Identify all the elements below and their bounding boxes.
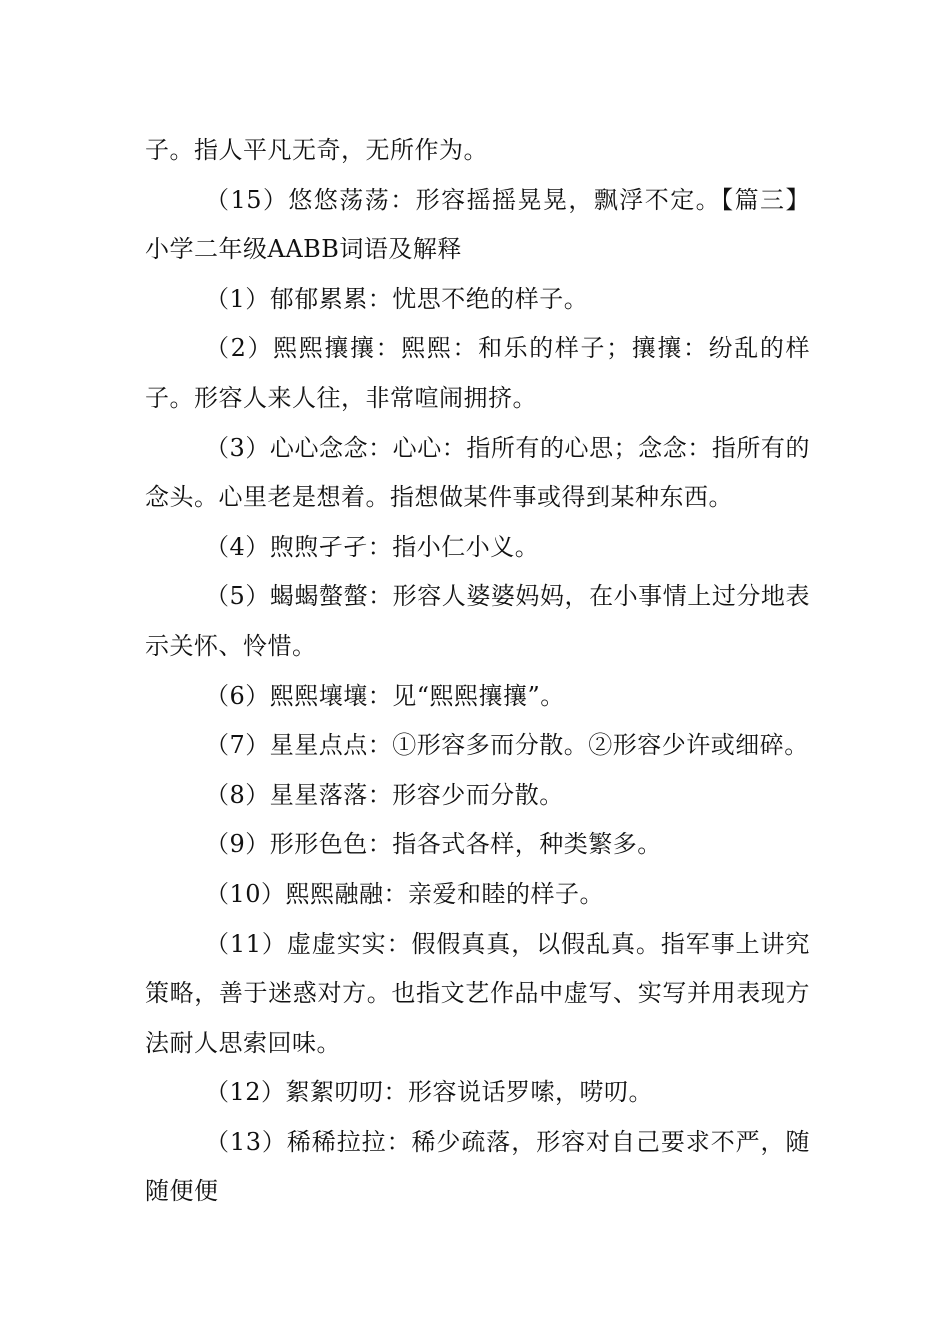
paragraph-1: 子。指人平凡无奇，无所作为。 xyxy=(145,136,488,164)
paragraph-5: （3）心心念念：心心：指所有的心思；念念：指所有的念头。心里老是想着。指想做某件事或得到某种东西。 xyxy=(145,433,810,512)
paragraph-11: （9）形形色色：指各式各样，种类繁多。 xyxy=(205,830,662,859)
paragraph-9: （7）星星点点：①形容多而分散。②形容少许或细碎。 xyxy=(205,731,809,760)
document-body xyxy=(145,126,810,1217)
paragraph-10: （8）星星落落：形容少而分散。 xyxy=(205,780,564,809)
paragraph-15: （13）稀稀拉拉：稀少疏落，形容对自己要求不严，随随便便 xyxy=(145,1127,810,1206)
paragraph-2: （15）悠悠荡荡：形容摇摇晃晃，飘浮不定。【篇三】小学二年级AABB词语及解释 xyxy=(145,185,810,264)
paragraph-3: （1）郁郁累累：忧思不绝的样子。 xyxy=(205,284,589,313)
paragraph-14: （12）絮絮叨叨：形容说话罗嗦，唠叨。 xyxy=(205,1078,654,1107)
paragraph-13: （11）虚虚实实：假假真真，以假乱真。指军事上讲究策略，善于迷惑对方。也指文艺作品中虚写、实写并用表现方法耐人思索回味。 xyxy=(145,929,810,1057)
paragraph-12: （10）熙熙融融：亲爱和睦的样子。 xyxy=(205,879,605,908)
paragraph-4: （2）熙熙攘攘：熙熙：和乐的样子；攘攘：纷乱的样子。形容人来人往，非常喧闹拥挤。 xyxy=(145,334,810,412)
paragraph-8: （6）熙熙壤壤：见“熙熙攘攘”。 xyxy=(205,681,565,710)
paragraph-6: （4）煦煦孑孑：指小仁小义。 xyxy=(205,532,540,561)
paragraph-7: （5）蝎蝎螫螫：形容人婆婆妈妈，在小事情上过分地表示关怀、怜惜。 xyxy=(145,582,810,660)
